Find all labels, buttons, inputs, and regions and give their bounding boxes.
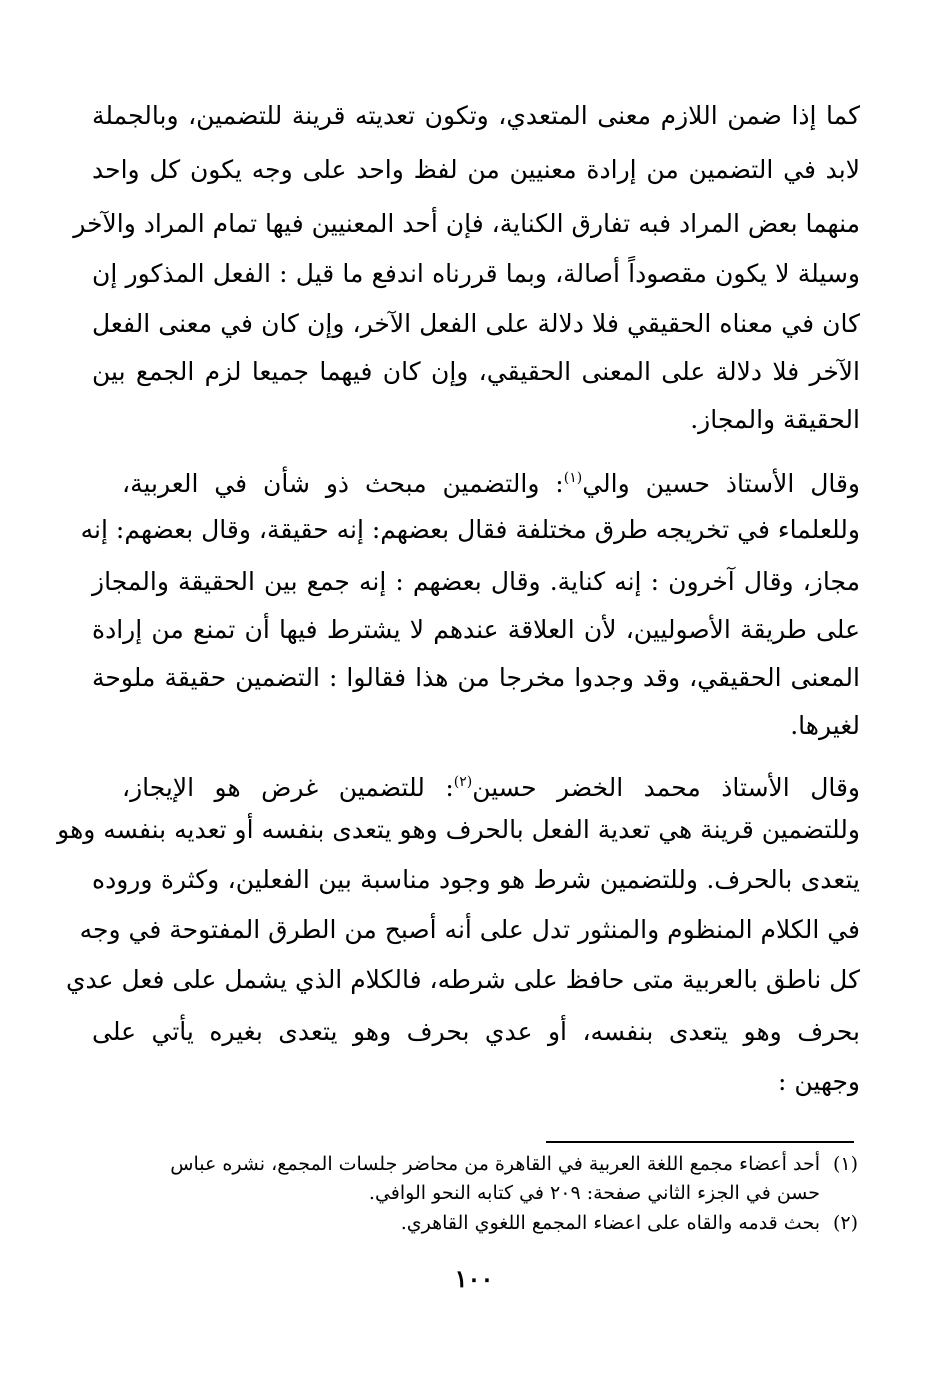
text-line: على طريقة الأصوليين، لأن العلاقة عندهم لا يشترط فيها أن تمنع من إرادة (92, 615, 860, 644)
footnote-ref-2: (٢) (453, 774, 473, 790)
text-line: بحرف وهو يتعدى بنفسه، أو عدي بحرف وهو يتعدى بغيره يأتي على (92, 1017, 860, 1046)
text-line: في الكلام المنظوم والمنثور تدل على أنه أصبح من الطرق المفتوحة في وجه (79, 915, 860, 944)
text-line: لغيرها. (790, 711, 860, 740)
text-line: كل ناطق بالعربية متى حافظ على شرطه، فالكلام الذي يشمل على فعل عدي (65, 965, 860, 994)
footnote-number: (٢) (832, 1212, 858, 1234)
footnote-1 (88, 1149, 858, 1179)
text-line-first (122, 764, 860, 806)
text-line: وسيلة لا يكون مقصوداً أصالة، وبما قررناه اندفع ما قيل : الفعل المذكور إن (92, 259, 860, 288)
text-segment: : للتضمين غرض هو الإيجاز، (122, 773, 454, 802)
footnote-number: (١) (832, 1153, 858, 1175)
text-line: المعنى الحقيقي، وقد وجدوا مخرجا من هذا فقالوا : التضمين حقيقة ملوحة (92, 663, 860, 692)
text-line: وللعلماء في تخريجه طرق مختلفة فقال بعضهم: إنه حقيقة، وقال بعضهم: إنه (80, 515, 860, 544)
text-line: يتعدى بالحرف. وللتضمين شرط هو وجود مناسبة بين الفعلين، وكثرة وروده (92, 865, 860, 894)
footnote-1-continuation: حسن في الجزء الثاني صفحة: ٢٠٩ في كتابه النحو الوافي. (368, 1182, 820, 1204)
text-segment: وقال الأستاذ حسين والي (582, 469, 860, 498)
page-number: ١٠٠ (454, 1264, 494, 1293)
footnote-text: أحد أعضاء مجمع اللغة العربية في القاهرة من محاضر جلسات المجمع، نشره عباس (170, 1153, 820, 1175)
text-line: منهما بعض المراد فبه تفارق الكناية، فإن أحد المعنيين فيها تمام المراد والآخر (73, 209, 860, 238)
text-line: كما إذا ضمن اللازم معنى المتعدي، وتكون تعديته قرينة للتضمين، وبالجملة (92, 101, 860, 130)
footnote-text: بحث قدمه والقاه على اعضاء المجمع اللغوي القاهري. (400, 1212, 820, 1234)
text-line: مجاز، وقال آخرون : إنه كناية. وقال بعضهم : إنه جمع بين الحقيقة والمجاز (92, 567, 860, 596)
text-line: وللتضمين قرينة هي تعدية الفعل بالحرف وهو يتعدى بنفسه أو تعديه بنفسه وهو (57, 815, 860, 844)
footnote-divider (546, 1141, 854, 1143)
text-line: الحقيقة والمجاز. (690, 405, 860, 434)
text-line: كان في معناه الحقيقي فلا دلالة على الفعل الآخر، وإن كان في معنى الفعل (92, 309, 860, 338)
text-line: وجهين : (778, 1067, 860, 1096)
text-line: الآخر فلا دلالة على المعنى الحقيقي، وإن كان فيهما جميعا لزم الجمع بين (92, 357, 860, 386)
text-segment: وقال الأستاذ محمد الخضر حسين (472, 773, 860, 802)
text-segment: : والتضمين مبحث ذو شأن في العربية، (122, 469, 564, 498)
text-line-first (122, 460, 860, 502)
text-line: لابد في التضمين من إرادة معنيين من لفظ واحد على وجه يكون كل واحد (92, 155, 860, 184)
footnote-2 (88, 1208, 858, 1238)
footnote-ref-1: (١) (563, 470, 583, 486)
